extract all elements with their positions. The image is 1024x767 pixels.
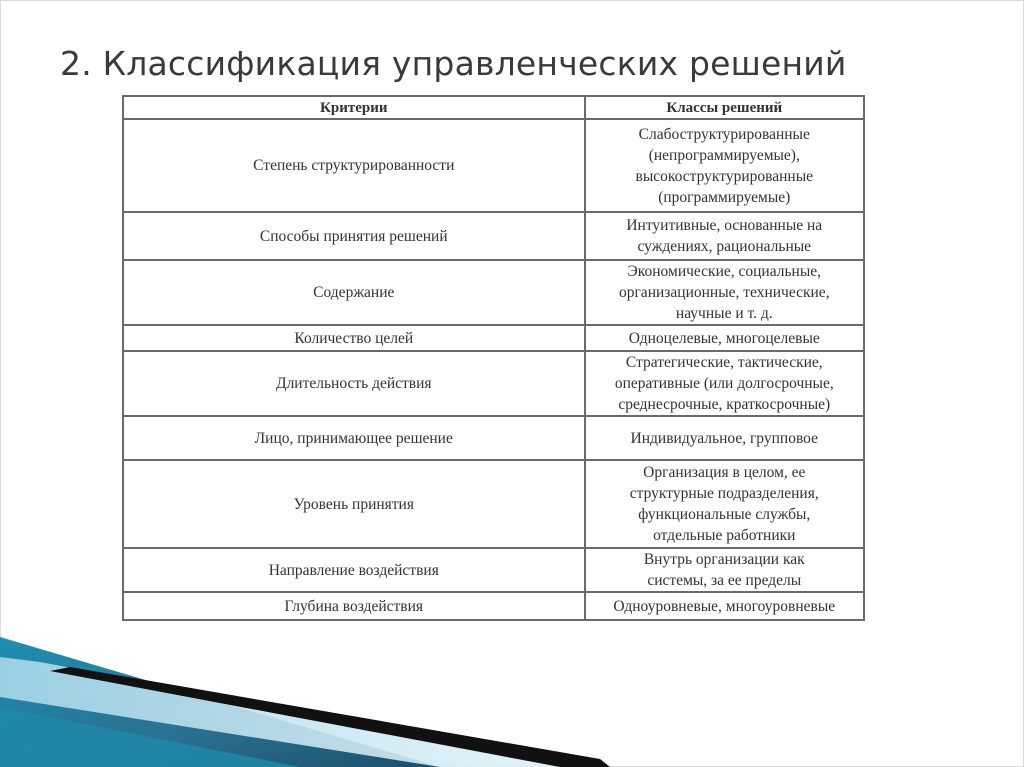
criterion-cell: Способы принятия решений: [123, 212, 585, 260]
classes-cell: Индивидуальное, групповое: [585, 416, 864, 460]
decorative-swoosh: [0, 637, 1024, 767]
table-header-row: [123, 96, 864, 119]
table-row: [123, 325, 864, 351]
classes-cell: Интуитивные, основанные на суждениях, рациональные: [585, 212, 864, 260]
classes-cell: Стратегические, тактические, оперативные (или долгосрочные, среднесрочные, краткосрочные): [585, 351, 864, 416]
criterion-cell: Количество целей: [123, 325, 585, 351]
criterion-cell: Глубина воздействия: [123, 592, 585, 620]
table-row: [123, 119, 864, 212]
table-row: [123, 351, 864, 416]
table-row: [123, 460, 864, 548]
header-criteria: Критерии: [123, 96, 585, 119]
classes-cell: Организация в целом, ее структурные подразделения, функциональные службы, отдельные работники: [585, 460, 864, 548]
table-row: [123, 592, 864, 620]
table-row: [123, 416, 864, 460]
table-row: [123, 260, 864, 325]
slide-title: 2. Классификация управленческих решений: [60, 44, 847, 83]
criterion-cell: Лицо, принимающее решение: [123, 416, 585, 460]
criterion-cell: Содержание: [123, 260, 585, 325]
criterion-cell: Степень структурированности: [123, 119, 585, 212]
table-row: [123, 212, 864, 260]
criterion-cell: Направление воздействия: [123, 548, 585, 592]
table-row: [123, 548, 864, 592]
classes-cell: Экономические, социальные, организационные, технические, научные и т. д.: [585, 260, 864, 325]
criterion-cell: Уровень принятия: [123, 460, 585, 548]
header-classes: Классы решений: [585, 96, 864, 119]
classes-cell: Внутрь организации как системы, за ее пределы: [585, 548, 864, 592]
criterion-cell: Длительность действия: [123, 351, 585, 416]
classification-table: [122, 95, 865, 621]
classes-cell: Слабоструктурированные (непрограммируемые), высокоструктурированные (программируемые): [585, 119, 864, 212]
classes-cell: Одноуровневые, многоуровневые: [585, 592, 864, 620]
classes-cell: Одноцелевые, многоцелевые: [585, 325, 864, 351]
